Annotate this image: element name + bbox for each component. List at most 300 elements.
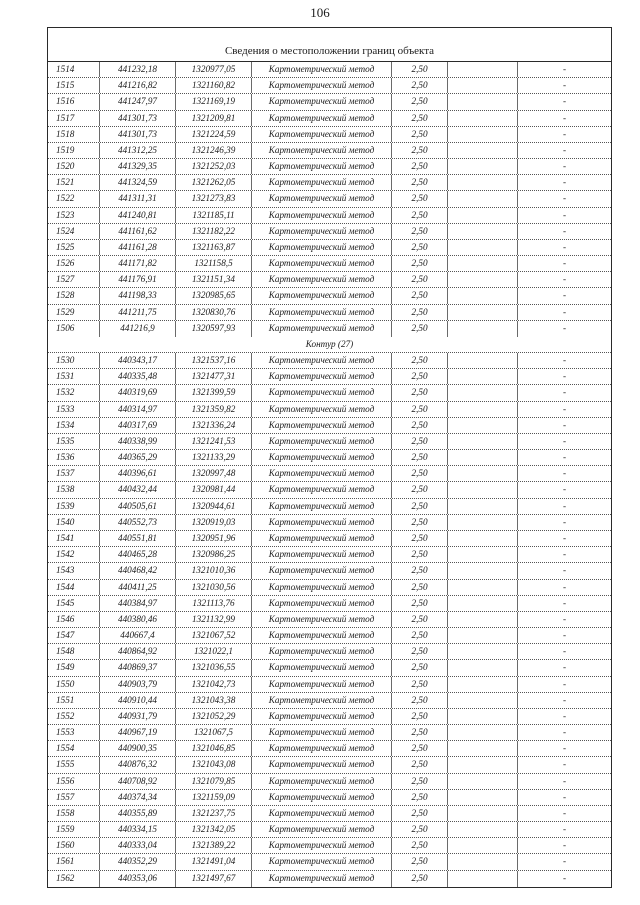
accuracy: 2,50: [392, 62, 448, 77]
description: -: [562, 274, 567, 285]
table-row: [48, 709, 611, 725]
accuracy: 2,50: [392, 466, 448, 481]
accuracy: 2,50: [392, 838, 448, 853]
accuracy: 2,50: [392, 741, 448, 756]
table-row: [48, 288, 611, 304]
accuracy: 2,50: [392, 175, 448, 190]
blank-cell: [448, 757, 518, 772]
table-row: [48, 402, 611, 418]
table-row: [48, 369, 611, 385]
table-row: [48, 741, 611, 757]
table-row: [48, 677, 611, 693]
coord-x: 441198,33: [100, 288, 176, 303]
point-number: 1532: [48, 385, 100, 400]
method: Картометрический метод: [252, 353, 392, 368]
method: Картометрический метод: [252, 547, 392, 562]
table-row: [48, 644, 611, 660]
blank-cell: [448, 774, 518, 789]
point-number: 1541: [48, 531, 100, 546]
blank-cell: [448, 822, 518, 837]
table-row: [48, 466, 611, 482]
accuracy: 2,50: [392, 94, 448, 109]
coord-x: 440384,97: [100, 596, 176, 611]
coord-y: 1321132,99: [176, 612, 252, 627]
blank-cell: [448, 709, 518, 724]
coord-y: 1321182,22: [176, 224, 252, 239]
coord-y: 1321252,03: [176, 159, 252, 174]
point-number: 1514: [48, 62, 100, 77]
blank-cell: [448, 871, 518, 887]
description: -: [562, 371, 567, 382]
coord-x: 440432,44: [100, 482, 176, 497]
table-row: [48, 725, 611, 741]
description: -: [562, 710, 567, 721]
coord-y: 1320986,25: [176, 547, 252, 562]
coord-y: 1321113,76: [176, 596, 252, 611]
point-number: 1558: [48, 806, 100, 821]
table-row: [48, 612, 611, 628]
method: Картометрический метод: [252, 434, 392, 449]
description: -: [562, 144, 567, 155]
table-row: [48, 580, 611, 596]
blank-cell: [448, 466, 518, 481]
section-rows-1: [48, 62, 611, 337]
coord-x: 441216,82: [100, 78, 176, 93]
method: Картометрический метод: [252, 515, 392, 530]
accuracy: 2,50: [392, 677, 448, 692]
accuracy: 2,50: [392, 515, 448, 530]
coord-y: 1320951,96: [176, 531, 252, 546]
coord-x: 440900,35: [100, 741, 176, 756]
blank-cell: [448, 175, 518, 190]
coord-y: 1320944,61: [176, 499, 252, 514]
method: Картометрический метод: [252, 143, 392, 158]
point-number: 1552: [48, 709, 100, 724]
description: -: [562, 452, 567, 463]
table-row: [48, 757, 611, 773]
method: Картометрический метод: [252, 790, 392, 805]
description: -: [562, 872, 567, 883]
coord-x: 440667,4: [100, 628, 176, 643]
description: -: [562, 597, 567, 608]
method: Картометрический метод: [252, 822, 392, 837]
table-row: [48, 418, 611, 434]
accuracy: 2,50: [392, 305, 448, 320]
accuracy: 2,50: [392, 757, 448, 772]
blank-cell: [448, 499, 518, 514]
method: Картометрический метод: [252, 741, 392, 756]
table-row: [48, 94, 611, 110]
blank-cell: [448, 580, 518, 595]
method: Картометрический метод: [252, 224, 392, 239]
table-row: [48, 208, 611, 224]
description: -: [562, 516, 567, 527]
table-row: [48, 774, 611, 790]
point-number: 1531: [48, 369, 100, 384]
coord-y: 1321036,55: [176, 660, 252, 675]
point-number: 1556: [48, 774, 100, 789]
accuracy: 2,50: [392, 240, 448, 255]
coord-y: 1320597,93: [176, 321, 252, 337]
coord-y: 1321163,87: [176, 240, 252, 255]
point-number: 1561: [48, 854, 100, 869]
coord-x: 441216,9: [100, 321, 176, 337]
blank-cell: [448, 854, 518, 869]
blank-cell: [448, 402, 518, 417]
table-row: [48, 240, 611, 256]
description: -: [562, 694, 567, 705]
accuracy: 2,50: [392, 418, 448, 433]
blank-cell: [448, 790, 518, 805]
coord-x: 441301,73: [100, 111, 176, 126]
coord-y: 1321241,53: [176, 434, 252, 449]
coord-x: 440365,29: [100, 450, 176, 465]
coord-y: 1320830,76: [176, 305, 252, 320]
method: Картометрический метод: [252, 725, 392, 740]
table-row: [48, 628, 611, 644]
blank-cell: [448, 806, 518, 821]
table-row: [48, 822, 611, 838]
description: -: [562, 177, 567, 188]
accuracy: 2,50: [392, 806, 448, 821]
point-number: 1525: [48, 240, 100, 255]
description: -: [562, 355, 567, 366]
blank-cell: [448, 256, 518, 271]
description: -: [562, 743, 567, 754]
page-number: 106: [310, 5, 330, 20]
accuracy: 2,50: [392, 531, 448, 546]
description: -: [562, 484, 567, 495]
coord-y: 1321359,82: [176, 402, 252, 417]
point-number: 1548: [48, 644, 100, 659]
coord-y: 1321224,59: [176, 127, 252, 142]
point-number: 1528: [48, 288, 100, 303]
description: -: [562, 500, 567, 511]
coord-x: 440931,79: [100, 709, 176, 724]
point-number: 1551: [48, 693, 100, 708]
point-number: 1562: [48, 871, 100, 887]
coord-x: 441247,97: [100, 94, 176, 109]
coord-x: 441329,35: [100, 159, 176, 174]
coord-x: 440343,17: [100, 353, 176, 368]
accuracy: 2,50: [392, 434, 448, 449]
method: Картометрический метод: [252, 580, 392, 595]
description: -: [562, 662, 567, 673]
coord-x: 440352,29: [100, 854, 176, 869]
table-row: [48, 175, 611, 191]
accuracy: 2,50: [392, 402, 448, 417]
accuracy: 2,50: [392, 596, 448, 611]
blank-cell: [448, 515, 518, 530]
description: -: [562, 419, 567, 430]
description: -: [562, 646, 567, 657]
blank-cell: [448, 353, 518, 368]
coord-x: 440353,06: [100, 871, 176, 887]
point-number: 1523: [48, 208, 100, 223]
description: -: [562, 64, 567, 74]
blank-cell: [448, 224, 518, 239]
coord-y: 1321160,82: [176, 78, 252, 93]
blank-cell: [448, 127, 518, 142]
blank-cell: [448, 725, 518, 740]
table-row: [48, 482, 611, 498]
method: Картометрический метод: [252, 838, 392, 853]
method: Картометрический метод: [252, 127, 392, 142]
method: Картометрический метод: [252, 159, 392, 174]
description: -: [562, 403, 567, 414]
method: Картометрический метод: [252, 272, 392, 287]
contour-label: Контур (27): [48, 337, 611, 353]
description: -: [562, 727, 567, 738]
method: Картометрический метод: [252, 111, 392, 126]
coord-y: 1321237,75: [176, 806, 252, 821]
coord-y: 1321336,24: [176, 418, 252, 433]
blank-cell: [448, 418, 518, 433]
accuracy: 2,50: [392, 871, 448, 887]
coord-y: 1321043,08: [176, 757, 252, 772]
description: -: [562, 387, 567, 398]
point-number: 1518: [48, 127, 100, 142]
description: -: [562, 161, 567, 172]
blank-cell: [448, 677, 518, 692]
coord-x: 441161,28: [100, 240, 176, 255]
accuracy: 2,50: [392, 790, 448, 805]
point-number: 1534: [48, 418, 100, 433]
method: Картометрический метод: [252, 78, 392, 93]
coord-y: 1321262,05: [176, 175, 252, 190]
coord-y: 1321043,38: [176, 693, 252, 708]
coord-y: 1321169,19: [176, 94, 252, 109]
table-row: [48, 111, 611, 127]
table-row: [48, 305, 611, 321]
coord-x: 440552,73: [100, 515, 176, 530]
accuracy: 2,50: [392, 353, 448, 368]
method: Картометрический метод: [252, 288, 392, 303]
point-number: 1529: [48, 305, 100, 320]
blank-cell: [448, 78, 518, 93]
description: -: [562, 532, 567, 543]
point-number: 1537: [48, 466, 100, 481]
table-row: [48, 450, 611, 466]
blank-cell: [448, 660, 518, 675]
method: Картометрический метод: [252, 191, 392, 206]
accuracy: 2,50: [392, 224, 448, 239]
accuracy: 2,50: [392, 482, 448, 497]
coord-y: 1320985,65: [176, 288, 252, 303]
description: -: [562, 209, 567, 220]
table-row: [48, 515, 611, 531]
coord-x: 441301,73: [100, 127, 176, 142]
accuracy: 2,50: [392, 580, 448, 595]
coord-x: 441232,18: [100, 62, 176, 77]
point-number: 1557: [48, 790, 100, 805]
method: Картометрический метод: [252, 693, 392, 708]
coord-x: 440551,81: [100, 531, 176, 546]
method: Картометрический метод: [252, 677, 392, 692]
description: -: [562, 225, 567, 236]
coord-x: 440967,19: [100, 725, 176, 740]
coord-y: 1321273,83: [176, 191, 252, 206]
point-number: 1533: [48, 402, 100, 417]
table-row: [48, 660, 611, 676]
coord-y: 1321497,67: [176, 871, 252, 887]
table-row: [48, 143, 611, 159]
description: -: [562, 193, 567, 204]
blank-cell: [448, 240, 518, 255]
blank-cell: [448, 62, 518, 77]
point-number: 1550: [48, 677, 100, 692]
method: Картометрический метод: [252, 321, 392, 337]
point-number: 1547: [48, 628, 100, 643]
method: Картометрический метод: [252, 596, 392, 611]
coord-x: 440465,28: [100, 547, 176, 562]
coord-x: 441211,75: [100, 305, 176, 320]
point-number: 1526: [48, 256, 100, 271]
coord-x: 440505,61: [100, 499, 176, 514]
table-row: [48, 272, 611, 288]
table-row: [48, 871, 611, 887]
blank-cell: [448, 143, 518, 158]
blank-cell: [448, 321, 518, 337]
accuracy: 2,50: [392, 385, 448, 400]
accuracy: 2,50: [392, 256, 448, 271]
method: Картометрический метод: [252, 757, 392, 772]
table-row: [48, 806, 611, 822]
method: Картометрический метод: [252, 62, 392, 77]
coord-x: 440468,42: [100, 563, 176, 578]
coord-x: 440411,25: [100, 580, 176, 595]
method: Картометрический метод: [252, 305, 392, 320]
accuracy: 2,50: [392, 208, 448, 223]
point-number: 1546: [48, 612, 100, 627]
table-row: [48, 385, 611, 401]
blank-cell: [448, 563, 518, 578]
blank-cell: [448, 385, 518, 400]
description: -: [562, 581, 567, 592]
point-number: 1515: [48, 78, 100, 93]
method: Картометрический метод: [252, 418, 392, 433]
point-number: 1522: [48, 191, 100, 206]
accuracy: 2,50: [392, 499, 448, 514]
description: -: [562, 791, 567, 802]
method: Картометрический метод: [252, 660, 392, 675]
blank-cell: [448, 612, 518, 627]
boundary-table: [47, 27, 612, 888]
coord-x: 440374,34: [100, 790, 176, 805]
table-row: [48, 693, 611, 709]
coord-x: 440333,04: [100, 838, 176, 853]
blank-cell: [448, 482, 518, 497]
accuracy: 2,50: [392, 272, 448, 287]
table-row: [48, 547, 611, 563]
description: -: [562, 435, 567, 446]
coord-x: 440864,92: [100, 644, 176, 659]
coord-x: 440396,61: [100, 466, 176, 481]
blank-cell: [448, 305, 518, 320]
point-number: 1535: [48, 434, 100, 449]
coord-y: 1321067,5: [176, 725, 252, 740]
description: -: [562, 759, 567, 770]
blank-cell: [448, 434, 518, 449]
coord-x: 440708,92: [100, 774, 176, 789]
point-number: 1560: [48, 838, 100, 853]
table-row: [48, 62, 611, 78]
point-number: 1542: [48, 547, 100, 562]
method: Картометрический метод: [252, 499, 392, 514]
method: Картометрический метод: [252, 531, 392, 546]
description: -: [562, 80, 567, 91]
blank-cell: [448, 547, 518, 562]
description: -: [562, 322, 567, 333]
point-number: 1530: [48, 353, 100, 368]
point-number: 1539: [48, 499, 100, 514]
method: Картометрический метод: [252, 482, 392, 497]
point-number: 1553: [48, 725, 100, 740]
accuracy: 2,50: [392, 547, 448, 562]
accuracy: 2,50: [392, 143, 448, 158]
coord-x: 440335,48: [100, 369, 176, 384]
coord-y: 1321185,11: [176, 208, 252, 223]
point-number: 1543: [48, 563, 100, 578]
table-row: [48, 499, 611, 515]
coord-x: 440338,99: [100, 434, 176, 449]
accuracy: 2,50: [392, 191, 448, 206]
coord-x: 441176,91: [100, 272, 176, 287]
method: Картометрический метод: [252, 402, 392, 417]
coord-y: 1321151,34: [176, 272, 252, 287]
table-row: [48, 353, 611, 369]
coord-x: 441240,81: [100, 208, 176, 223]
method: Картометрический метод: [252, 612, 392, 627]
point-number: 1521: [48, 175, 100, 190]
section-rows-2: [48, 353, 611, 887]
coord-x: 440334,15: [100, 822, 176, 837]
method: Картометрический метод: [252, 628, 392, 643]
coord-y: 1321067,52: [176, 628, 252, 643]
coord-x: 441171,82: [100, 256, 176, 271]
method: Картометрический метод: [252, 644, 392, 659]
description: -: [562, 840, 567, 851]
coord-x: 440903,79: [100, 677, 176, 692]
table-row: [48, 321, 611, 337]
description: -: [562, 824, 567, 835]
blank-cell: [448, 596, 518, 611]
point-number: 1559: [48, 822, 100, 837]
accuracy: 2,50: [392, 822, 448, 837]
blank-cell: [448, 288, 518, 303]
table-row: [48, 531, 611, 547]
coord-y: 1321342,05: [176, 822, 252, 837]
blank-cell: [448, 741, 518, 756]
description: -: [562, 306, 567, 317]
coord-y: 1321389,22: [176, 838, 252, 853]
point-number: 1517: [48, 111, 100, 126]
method: Картометрический метод: [252, 563, 392, 578]
table-row: [48, 224, 611, 240]
table-row: [48, 434, 611, 450]
method: Картометрический метод: [252, 854, 392, 869]
description: -: [562, 128, 567, 139]
blank-cell: [448, 644, 518, 659]
accuracy: 2,50: [392, 450, 448, 465]
point-number: 1527: [48, 272, 100, 287]
coord-y: 1321046,85: [176, 741, 252, 756]
table-row: [48, 596, 611, 612]
blank-cell: [448, 94, 518, 109]
description: -: [562, 112, 567, 123]
accuracy: 2,50: [392, 709, 448, 724]
coord-y: 1321477,31: [176, 369, 252, 384]
